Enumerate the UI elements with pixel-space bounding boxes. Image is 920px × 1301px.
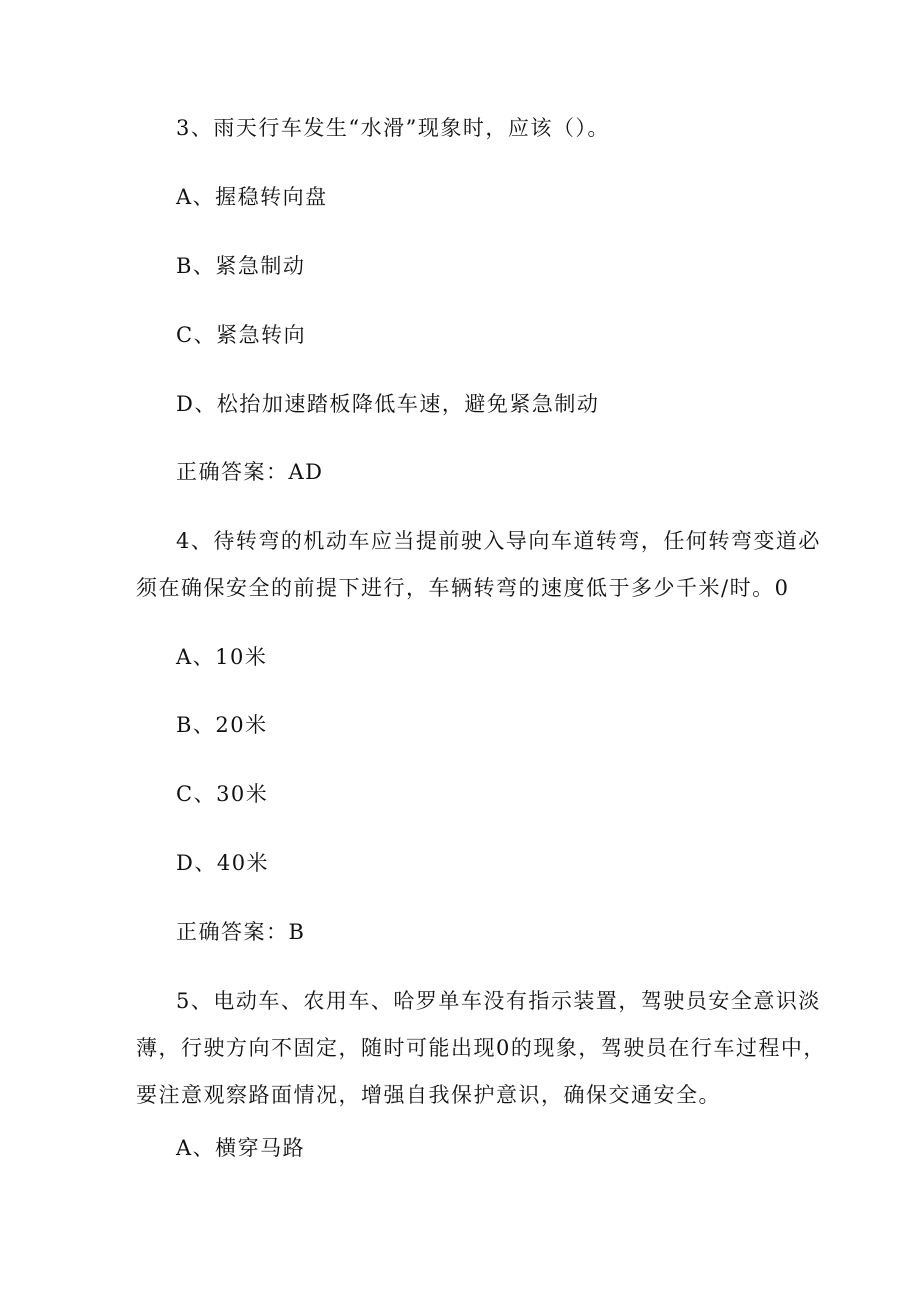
question-3-stem: 3、雨天行车发生“水滑”现象时，应该（）。 bbox=[176, 116, 610, 140]
question-5-option-a: A、横穿马路 bbox=[176, 1136, 306, 1160]
question-4-answer: 正确答案：B bbox=[176, 920, 306, 944]
question-4-stem-line-1: 4、待转弯的机动车应当提前驶入导向车道转弯，任何转弯变道必 bbox=[176, 529, 821, 553]
question-3-option-a: A、握稳转向盘 bbox=[176, 185, 328, 209]
question-3-option-d: D、松抬加速踏板降低车速，避免紧急制动 bbox=[176, 392, 600, 416]
question-4-option-a: A、10米 bbox=[176, 645, 268, 669]
question-4-option-d: D、40米 bbox=[176, 851, 270, 875]
question-3-option-b: B、紧急制动 bbox=[176, 254, 306, 278]
question-3-answer: 正确答案：AD bbox=[176, 460, 324, 484]
question-4-option-c: C、30米 bbox=[176, 782, 269, 806]
question-4-stem-line-2: 须在确保安全的前提下进行，车辆转弯的速度低于多少千米/时。0 bbox=[136, 576, 790, 600]
question-3-option-c: C、紧急转向 bbox=[176, 323, 307, 347]
question-5-stem-line-1: 5、电动车、农用车、哈罗单车没有指示装置，驾驶员安全意识淡 bbox=[176, 989, 821, 1013]
question-5-stem-line-3: 要注意观察路面情况，增强自我保护意识，确保交通安全。 bbox=[136, 1083, 721, 1107]
question-4-option-b: B、20米 bbox=[176, 713, 268, 737]
question-5-stem-line-2: 薄，行驶方向不固定，随时可能出现0的现象，驾驶员在行车过程中， bbox=[136, 1036, 826, 1060]
